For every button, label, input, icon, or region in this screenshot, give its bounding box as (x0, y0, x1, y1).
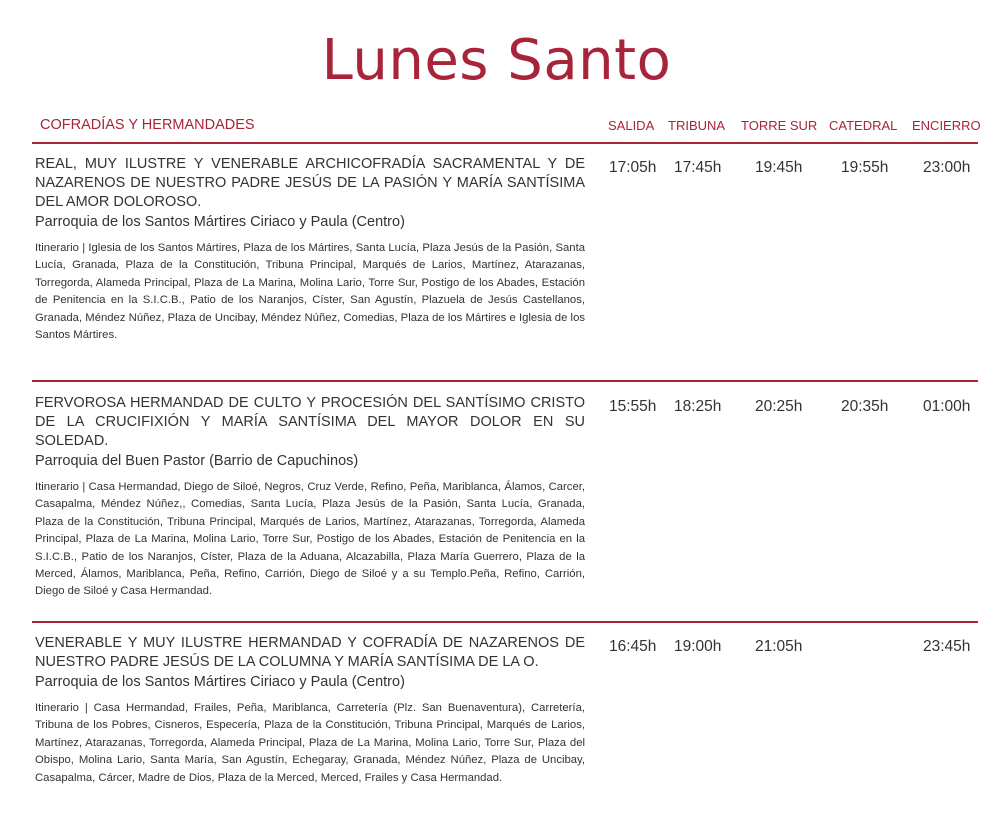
brotherhood-entry (35, 394, 977, 601)
brotherhood-name: FERVOROSA HERMANDAD DE CULTO Y PROCESIÓN DEL SANTÍSIMO CRISTO DE LA CRUCIFIXIÓN Y MARÍA SANTÍSIMA DEL MAYOR DOLOR EN SU SOLEDAD. (35, 395, 585, 449)
time-tribuna: 19:00h (674, 638, 722, 655)
parish-name: Parroquia de los Santos Mártires Ciriaco y Paula (Centro) (35, 674, 405, 690)
time-encierro: 01:00h (923, 398, 971, 415)
column-header-encierro: ENCIERRO (912, 118, 981, 133)
time-salida: 16:45h (609, 638, 657, 655)
page-title: Lunes Santo (321, 28, 672, 93)
row-divider (32, 621, 978, 623)
column-header-torre-sur: TORRE SUR (741, 118, 818, 133)
time-catedral: 19:55h (841, 159, 889, 176)
itinerary-text: Itinerario | Iglesia de los Santos Mártires, Plaza de los Mártires, Santa Lucía, Plaza Jesús de la Pasión, Santa Lucía, Granada, Plaza de la Constitución, Tribuna Principal, Marqués de Larios, Martínez, Atarazanas, Torregorda, Alameda Principal, Plaza de La Marina, Molina Lario, Torre Sur, Postigo de los Abades, Estación de Penitencia en la S.I.C.B., Patio de los Naranjos, Císter, San Agustín, Plazuela de Jesús Castellanos, Granada, Méndez Núñez, Plaza de Uncibay, Méndez Núñez, Comedias, Plaza de los Mártires e Iglesia de los Santos Mártires. (35, 242, 585, 342)
itinerary-text: Itinerario | Casa Hermandad, Diego de Siloé, Negros, Cruz Verde, Refino, Peña, Mariblanca, Álamos, Carcer, Casapalma, Méndez Núñez,, Comedias, Santa Lucía, Plaza Jesús de la Pasión, Santa Lucía, Granada, Plaza de la Constitución, Tribuna Principal, Marqués de Larios, Martínez, Atarazanas, Torregorda, Alameda Principal, Plaza de La Marina, Molina Lario, Torre Sur, Postigo de los Abades, Estación de Penitencia en la S.I.C.B., Patio de los Naranjos, Císter, Plaza de la Aduana, Alcazabilla, Plaza María Guerrero, Plaza de la Merced, Álamos, Mariblanca, Peña, Refino, Carrión, Diego de Siloé y a su Templo.Peña, Refino, Carrión, Diego de Siloé y Casa Hermandad. (35, 481, 585, 598)
row-divider (32, 380, 978, 382)
column-header-brotherhoods: COFRADÍAS Y HERMANDADES (40, 117, 255, 133)
header-divider (32, 142, 978, 144)
time-encierro: 23:00h (923, 159, 971, 176)
column-header-tribuna: TRIBUNA (668, 118, 726, 133)
itinerary-text: Itinerario | Casa Hermandad, Frailes, Peña, Mariblanca, Carretería (Plz. San Buenaventura), Carretería, Tribuna de los Pobres, Cisneros, Especería, Plaza de la Constitución, Tribuna Principal, Marqués de Larios, Martínez, Atarazanas, Torregorda, Alameda Principal, Plaza de La Marina, Molina Lario, Torre Sur, Plaza del Obispo, Molina Lario, Santa María, San Agustín, Echegaray, Granada, Méndez Núñez, Plaza de Uncibay, Casapalma, Cárcer, Madre de Dios, Plaza de la Merced, Merced, Frailes y Casa Hermandad. (35, 702, 585, 784)
time-catedral: 20:35h (841, 398, 889, 415)
brotherhood-entry (35, 634, 977, 787)
parish-name: Parroquia del Buen Pastor (Barrio de Capuchinos) (35, 453, 359, 469)
brotherhood-entry (35, 155, 977, 344)
brotherhood-name: REAL, MUY ILUSTRE Y VENERABLE ARCHICOFRADÍA SACRAMENTAL Y DE NAZARENOS DE NUESTRO PADRE JESÚS DE LA PASIÓN Y MARÍA SANTÍSIMA DEL AMOR DOLOROSO. (35, 156, 585, 210)
time-tribuna: 18:25h (674, 398, 722, 415)
time-tribuna: 17:45h (674, 159, 722, 176)
time-encierro: 23:45h (923, 638, 971, 655)
time-torre-sur: 20:25h (755, 398, 803, 415)
time-torre-sur: 19:45h (755, 159, 803, 176)
time-salida: 17:05h (609, 159, 657, 176)
time-torre-sur: 21:05h (755, 638, 803, 655)
parish-name: Parroquia de los Santos Mártires Ciriaco y Paula (Centro) (35, 214, 405, 230)
time-salida: 15:55h (609, 398, 657, 415)
column-header-salida: SALIDA (608, 118, 655, 133)
brotherhood-name: VENERABLE Y MUY ILUSTRE HERMANDAD Y COFRADÍA DE NAZARENOS DE NUESTRO PADRE JESÚS DE LA COLUMNA Y MARÍA SANTÍSIMA DE LA O. (35, 635, 585, 670)
column-header-catedral: CATEDRAL (829, 118, 898, 133)
